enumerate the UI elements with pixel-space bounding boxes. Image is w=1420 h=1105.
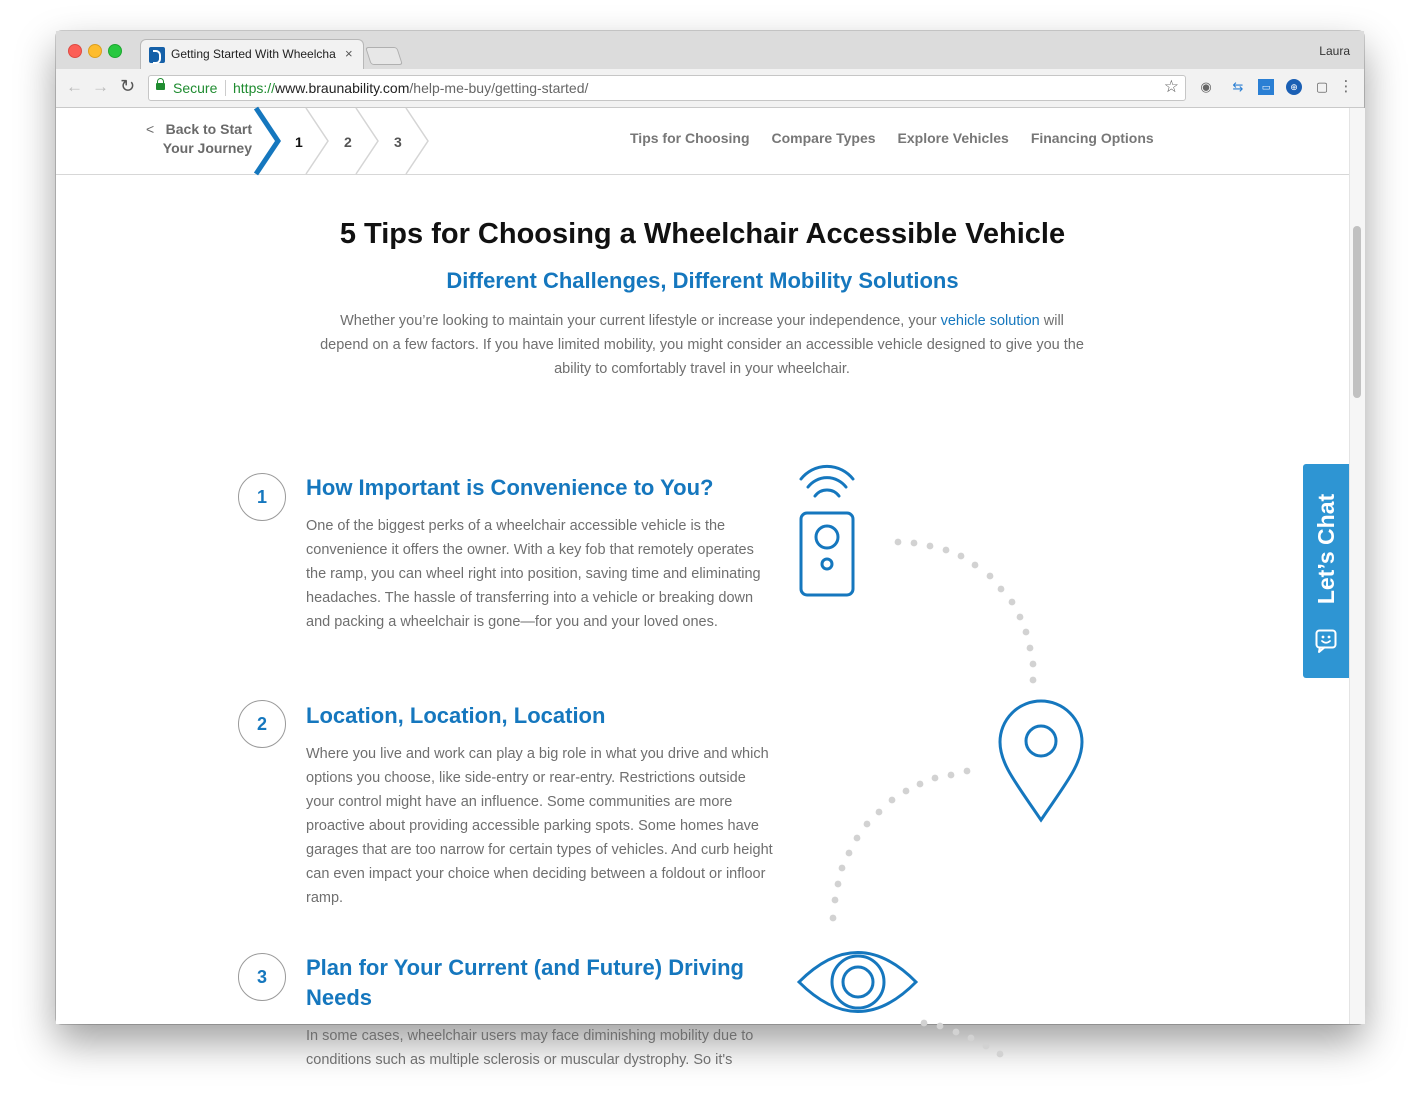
- maximize-window-button[interactable]: [108, 44, 122, 58]
- key-fob-icon: [801, 466, 853, 595]
- lets-chat-label: Let’s Chat: [1313, 493, 1339, 605]
- vehicle-solution-link[interactable]: vehicle solution: [940, 313, 1040, 329]
- chat-bubble-icon: [1315, 629, 1337, 653]
- nav-explore-vehicles[interactable]: Explore Vehicles: [897, 130, 1009, 146]
- back-line-2: Your Journey: [162, 140, 252, 156]
- tip-body-3: In some cases, wheelchair users may face diminishing mobility due to conditions such as multiple sclerosis or muscular dystrophy. So it's: [306, 1028, 754, 1068]
- braunability-favicon-icon: [149, 47, 165, 63]
- browser-toolbar: [56, 69, 1364, 108]
- tip-title-2: Location, Location, Location: [306, 703, 606, 728]
- tip-title-1: How Important is Convenience to You?: [306, 475, 714, 500]
- globe-extension-icon[interactable]: ⊕: [1286, 79, 1302, 95]
- tip-body-2: Where you live and work can play a big role in what you drive and which options you choose, like side-entry or rear-entry. Restrictions outside your control might have an influence. Some communities are more proactive about providing accessible parking spots. Some homes have garages that are too narrow for certain types of vehicles. And curb height can even impact your choice when deciding between a foldout or infloor ramp.: [306, 746, 773, 906]
- tab-title: Getting Started With Wheelcha: [171, 47, 336, 61]
- dotted-path: [830, 539, 1037, 1058]
- tip-body-1: One of the biggest perks of a wheelchair accessible vehicle is the convenience it offers the owner. With a key fob that remotely operates the ramp, you can wheel right into position, saving time and eliminating headaches. The hassle of transferring into a vehicle or breaking down and packing a wheelchair is gone—for you and your loved ones.: [306, 518, 761, 630]
- url-scheme: https://: [233, 80, 276, 96]
- address-bar[interactable]: [148, 75, 1186, 101]
- reload-icon[interactable]: ↻: [120, 76, 136, 96]
- back-arrow-icon[interactable]: ←: [66, 77, 83, 96]
- step-2[interactable]: 2: [344, 134, 352, 150]
- tip-number-1: 1: [238, 473, 286, 521]
- page-subtitle: Different Challenges, Different Mobility Solutions: [446, 268, 959, 293]
- address-separator: [225, 80, 226, 96]
- forward-arrow-icon[interactable]: →: [92, 77, 109, 96]
- page-title: 5 Tips for Choosing a Wheelchair Accessible Vehicle: [339, 218, 1066, 250]
- minimize-window-button[interactable]: [88, 44, 102, 58]
- tab-strip: [56, 31, 1364, 69]
- window-extension-icon[interactable]: ▭: [1258, 79, 1274, 95]
- step-3[interactable]: 3: [394, 134, 402, 150]
- page-scrollbar[interactable]: [1349, 108, 1365, 1024]
- intro-text-start: Whether you’re looking to maintain your current lifestyle or increase your independence, your: [340, 313, 941, 329]
- tip-title-3: Plan for Your Current (and Future) Driving Needs: [306, 955, 744, 1010]
- lets-chat-button[interactable]: [1303, 464, 1349, 678]
- url-path: /help-me-buy/getting-started/: [409, 80, 589, 96]
- menu-dots-icon[interactable]: ⋮: [1338, 78, 1354, 95]
- tab-close-icon[interactable]: ×: [345, 46, 353, 61]
- cast-icon[interactable]: ▢: [1315, 79, 1329, 94]
- camera-icon[interactable]: ◉: [1200, 79, 1212, 94]
- browser-window: [56, 31, 1364, 1068]
- sync-arrows-icon[interactable]: ⇆: [1232, 79, 1244, 94]
- location-pin-icon: [1000, 701, 1082, 820]
- url-host: www.braunability.com: [275, 80, 410, 96]
- tip-number-2: 2: [238, 700, 286, 748]
- secure-label: Secure: [173, 80, 218, 96]
- web-page: [56, 108, 1349, 1068]
- lock-icon: [156, 83, 165, 90]
- new-tab-button[interactable]: [365, 47, 403, 65]
- tip-number-3: 3: [238, 953, 286, 1001]
- step-1[interactable]: 1: [295, 134, 303, 150]
- nav-financing-options[interactable]: Financing Options: [1030, 130, 1154, 146]
- nav-tips-for-choosing[interactable]: Tips for Choosing: [630, 130, 750, 146]
- bookmark-star-icon[interactable]: ☆: [1163, 77, 1179, 96]
- back-line-1: Back to Start: [165, 121, 252, 137]
- nav-compare-types[interactable]: Compare Types: [771, 130, 876, 146]
- scrollbar-thumb[interactable]: [1353, 226, 1361, 398]
- eye-icon: [799, 953, 916, 1012]
- profile-name[interactable]: Laura: [1319, 44, 1350, 58]
- url-text[interactable]: [233, 80, 588, 96]
- intro-text-end: will depend on a few factors. If you have limited mobility, you might consider an accessible vehicle designed to give you the ability to comfortably travel in your wheelchair.: [320, 313, 1084, 377]
- close-window-button[interactable]: [68, 44, 82, 58]
- browser-tab[interactable]: [140, 39, 364, 70]
- back-chevron-icon: <: [146, 121, 155, 137]
